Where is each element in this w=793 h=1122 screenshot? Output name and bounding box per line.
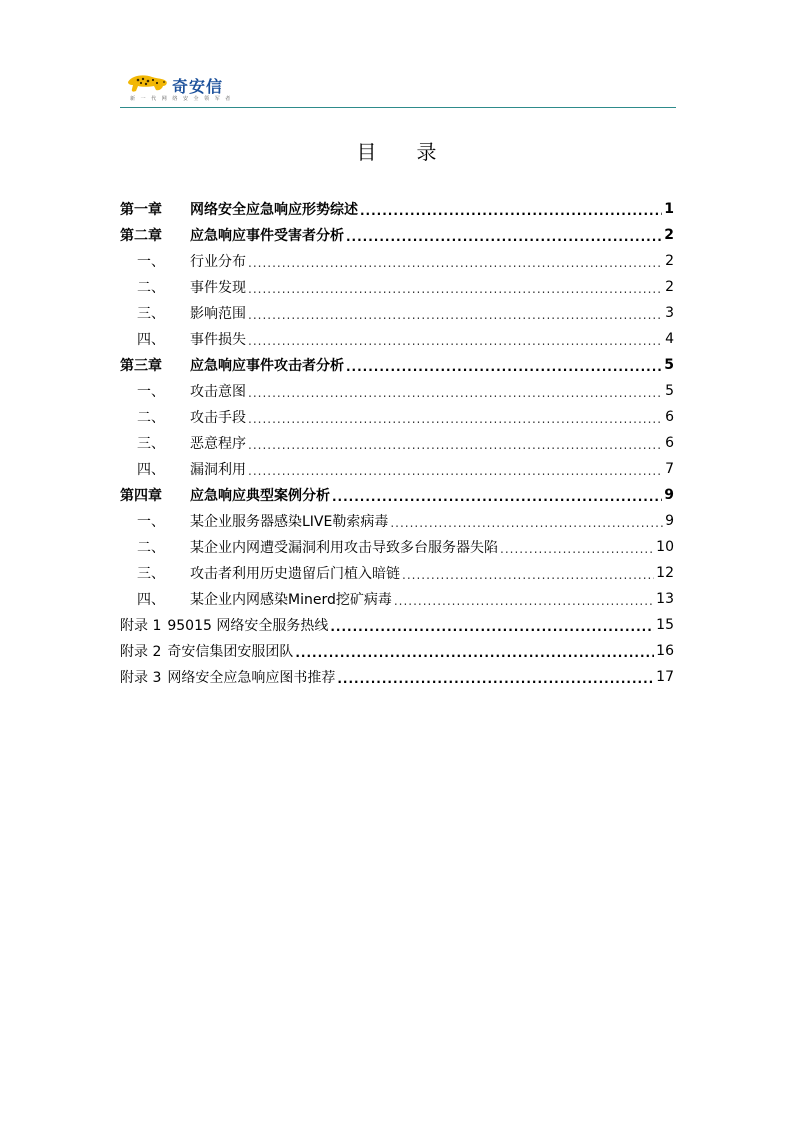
toc-entry-section[interactable] [120, 326, 674, 352]
toc-entry-title: 漏洞利用 [190, 462, 246, 478]
toc-entry-number: 第一章 [120, 202, 162, 218]
toc-entry-section[interactable] [120, 404, 674, 430]
toc-entry-title: 95015 网络安全服务热线 [167, 618, 329, 634]
toc-dot-leader [248, 463, 663, 477]
toc-entry-number: 第三章 [120, 358, 162, 374]
toc-entry-number: 二、 [137, 280, 165, 296]
toc-entry-title: 应急响应事件攻击者分析 [190, 358, 344, 374]
toc-entry-page-number: 16 [656, 643, 674, 659]
toc-entry-section[interactable] [120, 274, 674, 300]
toc-dot-leader [248, 255, 663, 269]
toc-entry-section[interactable] [120, 586, 674, 612]
header-divider [120, 107, 676, 108]
toc-entry-title: 恶意程序 [190, 436, 246, 452]
toc-entry-chapter[interactable] [120, 222, 674, 248]
toc-entry-number: 三、 [137, 566, 165, 582]
toc-dot-leader [390, 515, 663, 529]
toc-entry-title: 事件发现 [190, 280, 246, 296]
toc-entry-page-number: 3 [665, 305, 674, 321]
toc-entry-chapter[interactable] [120, 482, 674, 508]
toc-entry-appendix[interactable] [120, 664, 674, 690]
toc-entry-page-number: 2 [664, 227, 674, 243]
toc-entry-title: 攻击手段 [190, 410, 246, 426]
toc-dot-leader [346, 359, 662, 373]
toc-entry-page-number: 2 [665, 279, 674, 295]
toc-entry-page-number: 2 [665, 253, 674, 269]
toc-entry-number: 三、 [137, 306, 165, 322]
toc-entry-page-number: 5 [665, 383, 674, 399]
toc-dot-leader [248, 307, 663, 321]
toc-entry-page-number: 12 [656, 565, 674, 581]
toc-entry-title: 攻击者利用历史遗留后门植入暗链 [190, 566, 400, 582]
toc-heading [0, 136, 793, 165]
toc-dot-leader [500, 541, 654, 555]
toc-dot-leader [394, 593, 654, 607]
toc-entry-title: 影响范围 [190, 306, 246, 322]
toc-entry-number: 二、 [137, 540, 165, 556]
toc-entry-appendix[interactable] [120, 612, 674, 638]
toc-entry-number: 附录 2 [120, 644, 162, 660]
toc-entry-title: 某企业服务器感染LIVE勒索病毒 [190, 514, 389, 530]
toc-entry-title: 应急响应典型案例分析 [190, 488, 330, 504]
toc-entry-section[interactable] [120, 508, 674, 534]
toc-entry-section[interactable] [120, 534, 674, 560]
toc-entry-section[interactable] [120, 248, 674, 274]
toc-entry-page-number: 6 [665, 435, 674, 451]
toc-entry-section[interactable] [120, 378, 674, 404]
toc-entry-page-number: 9 [664, 487, 674, 503]
toc-heading-char-2: 录 [416, 140, 437, 164]
brand-slogan: 新 一 代 网 络 安 全 领 军 者 [130, 96, 233, 102]
toc-entry-page-number: 1 [664, 201, 674, 217]
toc-entry-section[interactable] [120, 300, 674, 326]
toc-entry-title: 网络安全应急响应图书推荐 [167, 670, 336, 686]
toc-dot-leader [330, 619, 654, 633]
toc-entry-number: 附录 3 [120, 670, 162, 686]
toc-entry-title: 某企业内网感染Minerd挖矿病毒 [190, 592, 392, 608]
toc-entry-chapter[interactable] [120, 196, 674, 222]
toc-entry-section[interactable] [120, 560, 674, 586]
toc-entry-number: 一、 [137, 254, 165, 270]
toc-entry-title: 奇安信集团安服团队 [167, 644, 294, 660]
brand-name: 奇安信 [172, 77, 224, 96]
toc-entry-number: 一、 [137, 514, 165, 530]
leopard-logo-icon [126, 72, 170, 94]
toc-entry-section[interactable] [120, 430, 674, 456]
toc-dot-leader [295, 645, 654, 659]
toc-entry-page-number: 9 [665, 513, 674, 529]
toc-dot-leader [248, 385, 663, 399]
toc-entry-section[interactable] [120, 456, 674, 482]
toc-entry-number: 四、 [137, 592, 165, 608]
toc-entry-title: 网络安全应急响应形势综述 [190, 202, 358, 218]
toc-entry-title: 应急响应事件受害者分析 [190, 228, 344, 244]
toc-entry-number: 四、 [137, 462, 165, 478]
toc-entry-number: 附录 1 [120, 618, 162, 634]
toc-dot-leader [337, 671, 654, 685]
toc-entry-number: 第二章 [120, 228, 162, 244]
toc-entry-chapter[interactable] [120, 352, 674, 378]
toc-dot-leader [360, 203, 662, 217]
toc-dot-leader [248, 437, 663, 451]
toc-entry-title: 事件损失 [190, 332, 246, 348]
toc-entry-page-number: 5 [664, 357, 674, 373]
toc-entry-title: 某企业内网遭受漏洞利用攻击导致多台服务器失陷 [190, 540, 498, 556]
toc-entry-page-number: 10 [656, 539, 674, 555]
toc-entry-number: 第四章 [120, 488, 162, 504]
toc-dot-leader [346, 229, 662, 243]
toc-entry-page-number: 7 [665, 461, 674, 477]
toc-entry-number: 一、 [137, 384, 165, 400]
toc-entry-page-number: 6 [665, 409, 674, 425]
toc-dot-leader [402, 567, 654, 581]
table-of-contents [120, 196, 674, 690]
toc-entry-page-number: 4 [665, 331, 674, 347]
toc-entry-page-number: 15 [656, 617, 674, 633]
toc-entry-number: 二、 [137, 410, 165, 426]
toc-dot-leader [248, 333, 663, 347]
toc-dot-leader [248, 411, 663, 425]
toc-entry-title: 行业分布 [190, 254, 246, 270]
toc-entry-page-number: 17 [656, 669, 674, 685]
toc-entry-title: 攻击意图 [190, 384, 246, 400]
toc-entry-number: 四、 [137, 332, 165, 348]
toc-entry-appendix[interactable] [120, 638, 674, 664]
toc-dot-leader [332, 489, 662, 503]
toc-heading-char-1: 目 [356, 140, 377, 164]
toc-dot-leader [248, 281, 663, 295]
toc-entry-number: 三、 [137, 436, 165, 452]
toc-entry-page-number: 13 [656, 591, 674, 607]
